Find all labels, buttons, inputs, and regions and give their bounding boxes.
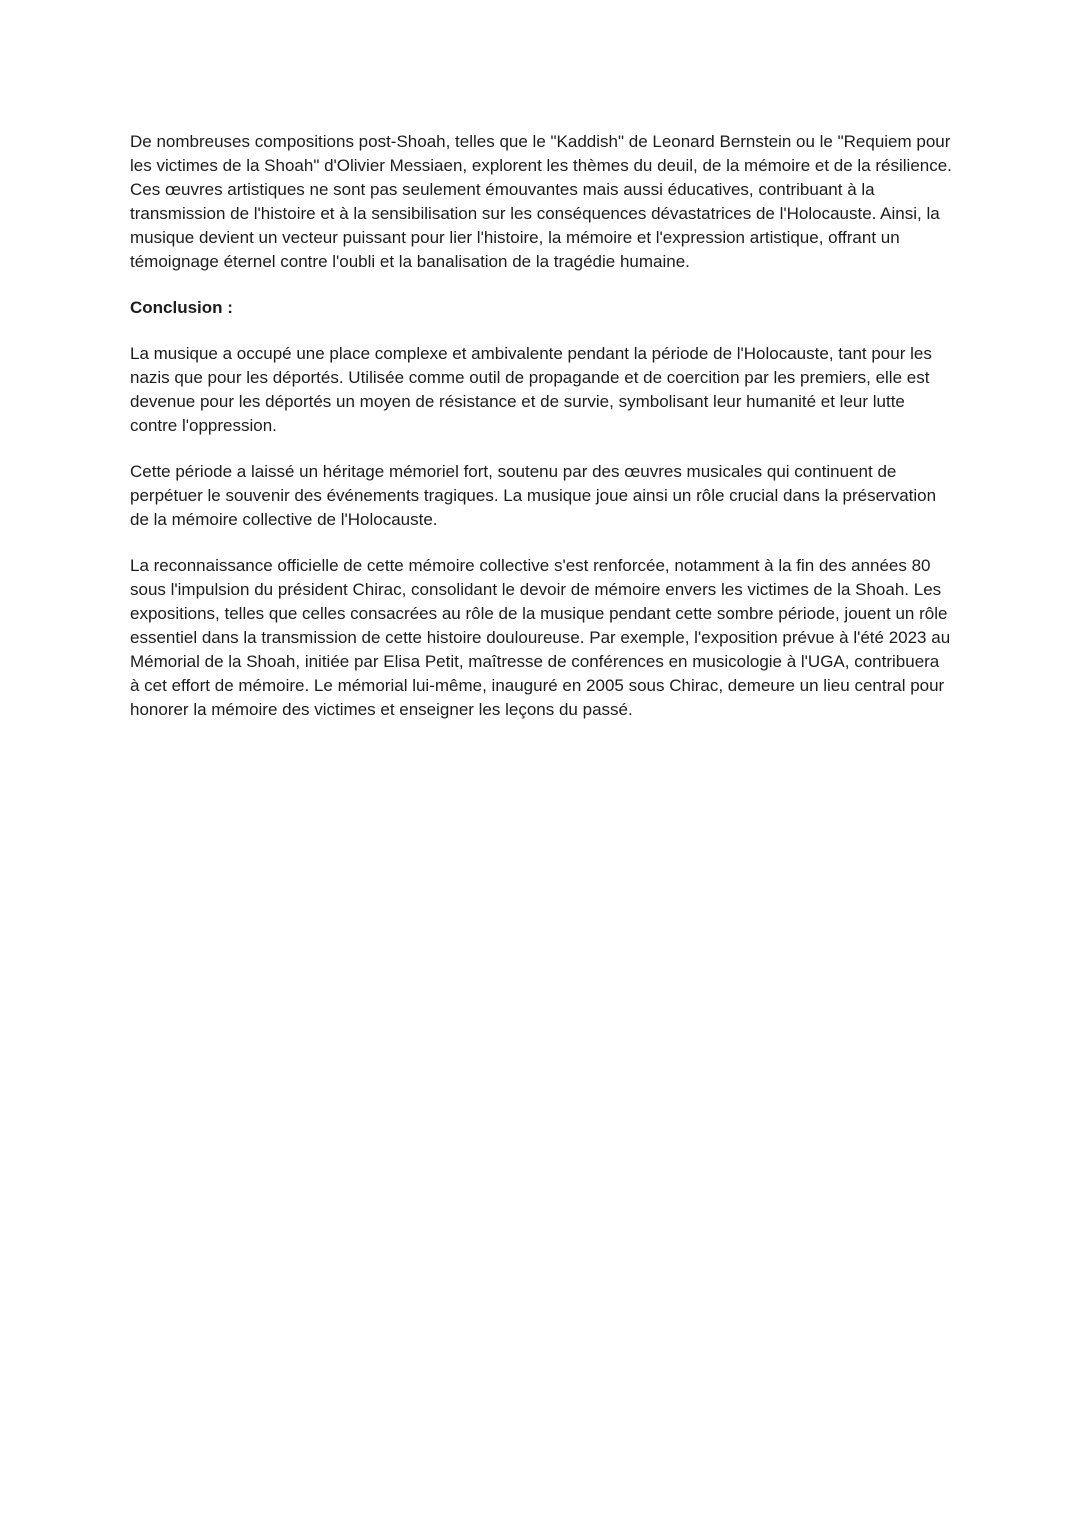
document-body: [130, 130, 952, 744]
intro-paragraph: De nombreuses compositions post-Shoah, telles que le "Kaddish" de Leonard Bernstein ou le "Requiem pour les victimes de la Shoah" d'Olivier Messiaen, explorent les thèmes du deuil, de la mémoire et de la résilience. Ces œuvres artistiques ne sont pas seulement émouvantes mais aussi éducatives, contribuant à la transmission de l'histoire et à la sensibilisation sur les conséquences dévastatrices de l'Holocauste. Ainsi, la musique devient un vecteur puissant pour lier l'histoire, la mémoire et l'expression artistique, offrant un témoignage éternel contre l'oubli et la banalisation de la tragédie humaine.: [130, 132, 952, 271]
conclusion-paragraph: La reconnaissance officielle de cette mémoire collective s'est renforcée, notamment à la fin des années 80 sous l'impulsion du président Chirac, consolidant le devoir de mémoire envers les victimes de la Shoah. Les expositions, telles que celles consacrées au rôle de la musique pendant cette sombre période, jouent un rôle essentiel dans la transmission de cette histoire douloureuse. Par exemple, l'exposition prévue à l'été 2023 au Mémorial de la Shoah, initiée par Elisa Petit, maîtresse de conférences en musicologie à l'UGA, contribuera à cet effort de mémoire. Le mémorial lui-même, inauguré en 2005 sous Chirac, demeure un lieu central pour honorer la mémoire des victimes et enseigner les leçons du passé.: [130, 556, 951, 719]
conclusion-paragraph: Cette période a laissé un héritage mémoriel fort, soutenu par des œuvres musicales qui continuent de perpétuer le souvenir des événements tragiques. La musique joue ainsi un rôle crucial dans la préservation de la mémoire collective de l'Holocauste.: [130, 462, 937, 529]
conclusion-heading: Conclusion :: [130, 298, 233, 317]
conclusion-paragraph: La musique a occupé une place complexe et ambivalente pendant la période de l'Holocauste, tant pour les nazis que pour les déportés. Utilisée comme outil de propagande et de coercition par les premiers, elle est devenue pour les déportés un moyen de résistance et de survie, symbolisant leur humanité et leur lutte contre l'oppression.: [130, 344, 932, 435]
